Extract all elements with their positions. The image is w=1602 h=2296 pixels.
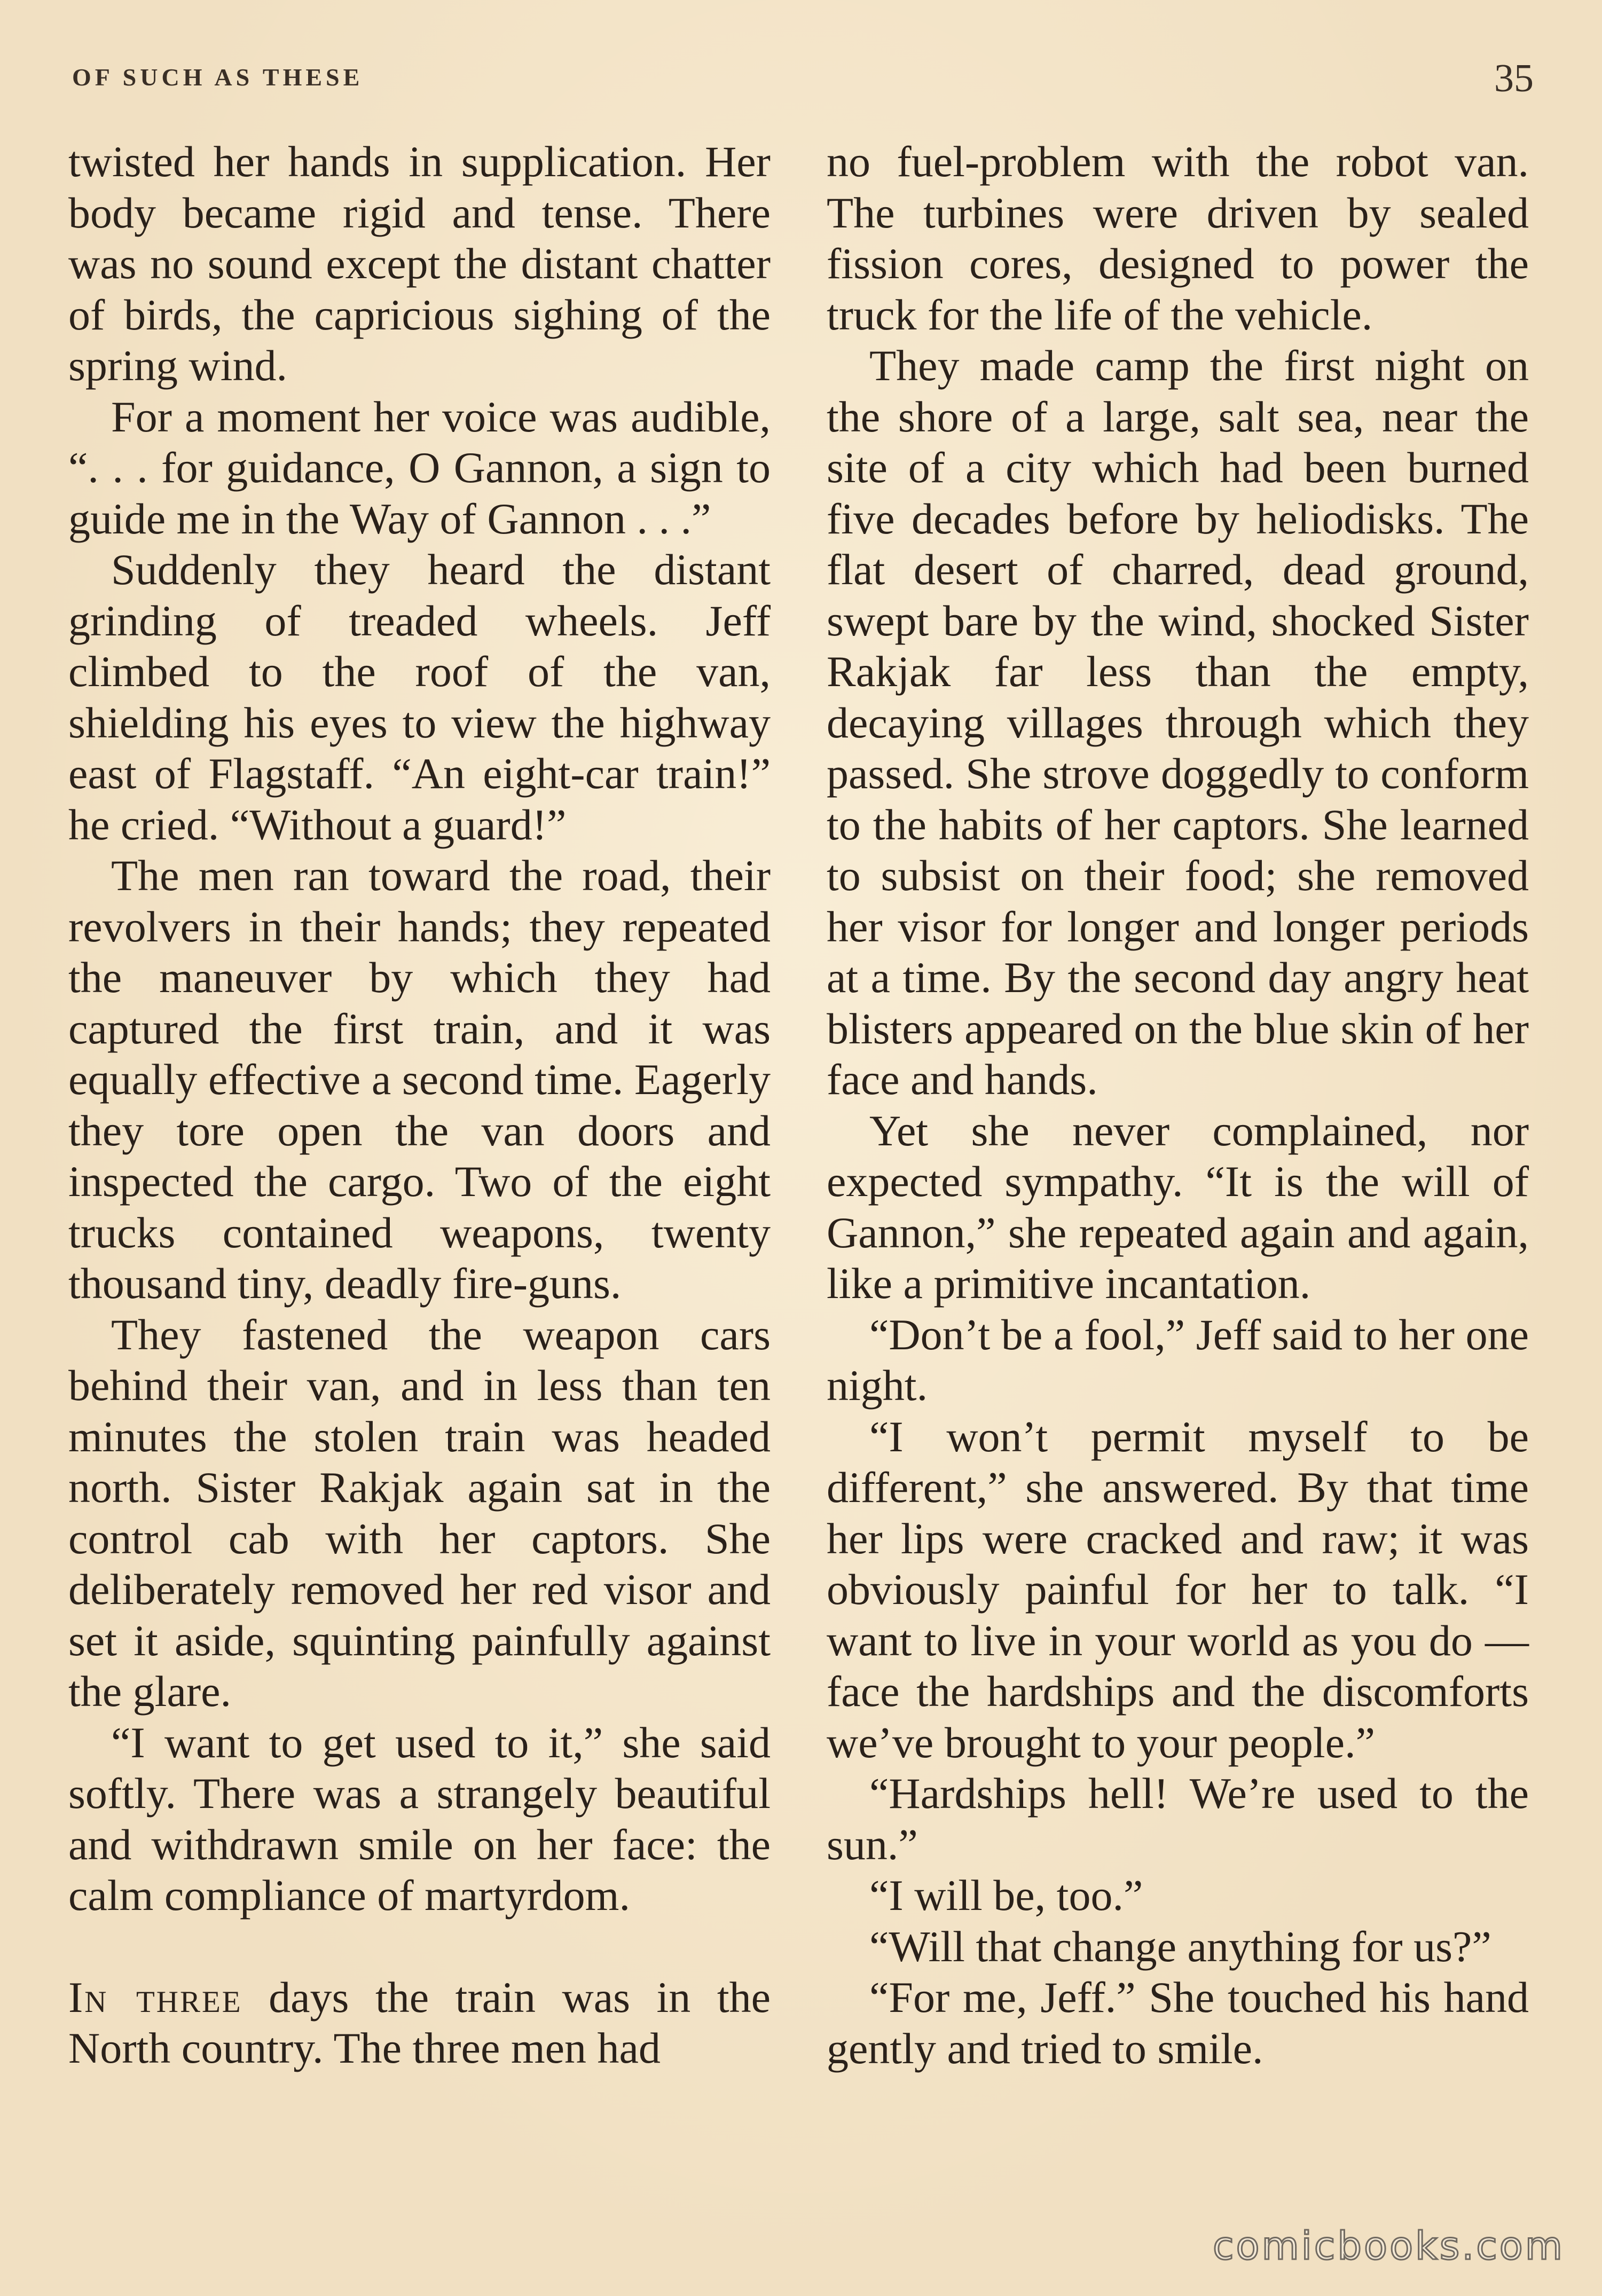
paragraph: twisted her hands in supplication. Her body became rigid and tense. There was no sound except the distant chatter of birds, the capricious sighing of the spring wind.	[68, 137, 771, 390]
paragraph: They made camp the first night on the shore of a large, salt sea, near the site of a city which had been burned five decades before by heliodisks. The flat desert of charred, dead ground, swept bare by the wind, shocked Sister Rakjak far less than the empty, decaying villages through which they passed. She strove doggedly to conform to the habits of her captors. She learned to subsist on their food; she removed her visor for longer and longer periods at a time. By the second day angry heat blisters appeared on the blue skin of her face and hands.	[827, 341, 1529, 1104]
section-start-paragraph	[68, 1972, 771, 2074]
paragraph: They fastened the weapon cars behind their van, and in less than ten minutes the stolen train was headed north. Sister Rakjak again sat in the control cab with her captors. She deliberately removed her red visor and set it aside, squinting painfully against the glare.	[68, 1310, 771, 1716]
left-column	[68, 136, 771, 2074]
paragraph: For a moment her voice was audible, “. . . for guidance, O Gannon, a sign to guide me in the Way of Gannon . . .”	[68, 392, 771, 543]
paragraph: Yet she never complained, nor expected sympathy. “It is the will of Gannon,” she repeated again and again, like a primitive incantation.	[827, 1106, 1529, 1308]
paragraph: “Hardships hell! We’re used to the sun.”	[827, 1769, 1529, 1869]
watermark-logo: comicbooks.com	[1212, 2223, 1565, 2268]
paragraph: The men ran toward the road, their revolvers in their hands; they repeated the maneuver by which they had captured the first train, and it was equally effective a second time. Eagerly they tore open the van doors and inspected the cargo. Two of the eight trucks contained weapons, twenty thousand tiny, deadly fire-guns.	[68, 851, 771, 1308]
paragraph: no fuel-problem with the robot van. The turbines were driven by sealed fission cores, designed to power the truck for the life of the vehicle.	[827, 137, 1529, 339]
running-title: OF SUCH AS THESE	[72, 64, 364, 91]
paragraph: “I want to get used to it,” she said softly. There was a strangely beautiful and withdrawn smile on her face: the calm compliance of martyrdom.	[68, 1718, 771, 1920]
paragraph: “I won’t permit myself to be different,” she answered. By that time her lips were cracked and raw; it was obviously painful for her to talk. “I want to live in your world as you do — face the hardships and the discomforts we’ve brought to your people.”	[827, 1412, 1529, 1767]
section-lead-smallcaps: In three	[68, 1972, 242, 2022]
paragraph: Suddenly they heard the distant grinding of treaded wheels. Jeff climbed to the roof of the van, shielding his eyes to view the highway east of Flagstaff. “An eight-car train!” he cried. “Without a guard!”	[68, 545, 771, 849]
right-column	[827, 136, 1529, 2074]
paragraph: “Don’t be a fool,” Jeff said to her one night.	[827, 1310, 1529, 1410]
paragraph: “For me, Jeff.” She touched his hand gently and tried to smile.	[827, 1973, 1529, 2073]
paragraph: “I will be, too.”	[869, 1871, 1143, 1920]
section-lead-text: days the train was in the North country. The three men had	[68, 1972, 771, 2072]
paragraph: “Will that change anything for us?”	[869, 1922, 1491, 1971]
page-number: 35	[1494, 57, 1534, 100]
